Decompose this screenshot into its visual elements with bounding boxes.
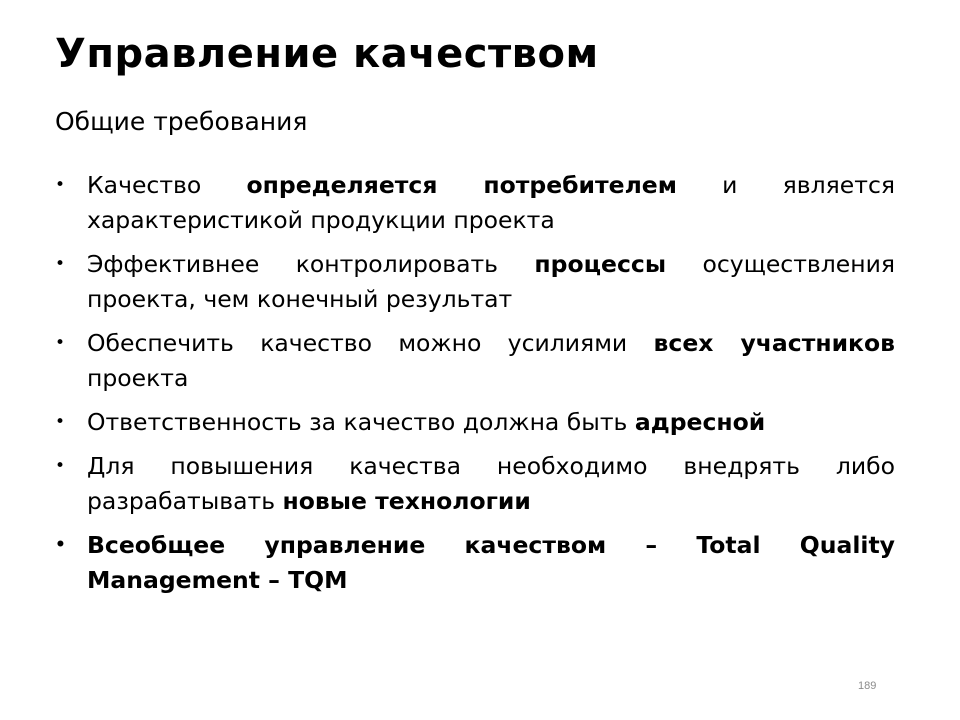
bullet-text [87,449,895,519]
slide-title: Управление качеством [55,31,599,77]
slide-subtitle: Общие требования [55,107,308,136]
bullet-emphasis: процессы [534,250,667,278]
bullet-marker: • [55,175,66,195]
bullet-text [87,326,895,396]
bullet-emphasis: новые технологии [282,487,531,515]
bullet-item [55,326,895,396]
bullet-marker: • [55,333,66,353]
bullet-emphasis: Всеобщее управление качеством – Total Quality Management – TQM [87,531,895,594]
bullet-text [87,528,895,598]
bullet-text-part: Качество [87,171,247,199]
bullet-text-part: осуществления проекта, чем конечный результат [87,250,895,313]
bullet-text-part: Обеспечить качество можно усилиями [87,329,654,357]
page-number: 189 [858,680,877,692]
bullet-text-part: и является характеристикой продукции проекта [87,171,896,234]
bullet-marker: • [55,254,66,274]
bullet-text-part: Ответственность за качество должна быть [87,408,635,436]
bullet-item [55,449,895,519]
bullet-marker: • [55,535,66,555]
bullet-marker: • [55,456,66,476]
bullet-list [55,168,895,607]
bullet-text [87,247,895,317]
bullet-item [55,405,895,440]
bullet-item [55,528,895,598]
bullet-marker: • [55,412,66,432]
bullet-emphasis: адресной [634,408,766,436]
bullet-text-part: Эффективнее контролировать [87,250,535,278]
bullet-text-part: проекта [87,364,189,392]
bullet-emphasis: всех участников [653,329,895,357]
bullet-text-part: Для повышения качества необходимо внедрять либо разрабатывать [87,452,895,515]
bullet-item [55,247,895,317]
bullet-emphasis: определяется потребителем [246,171,677,199]
bullet-text [87,168,895,238]
bullet-text [87,405,895,440]
bullet-item [55,168,895,238]
